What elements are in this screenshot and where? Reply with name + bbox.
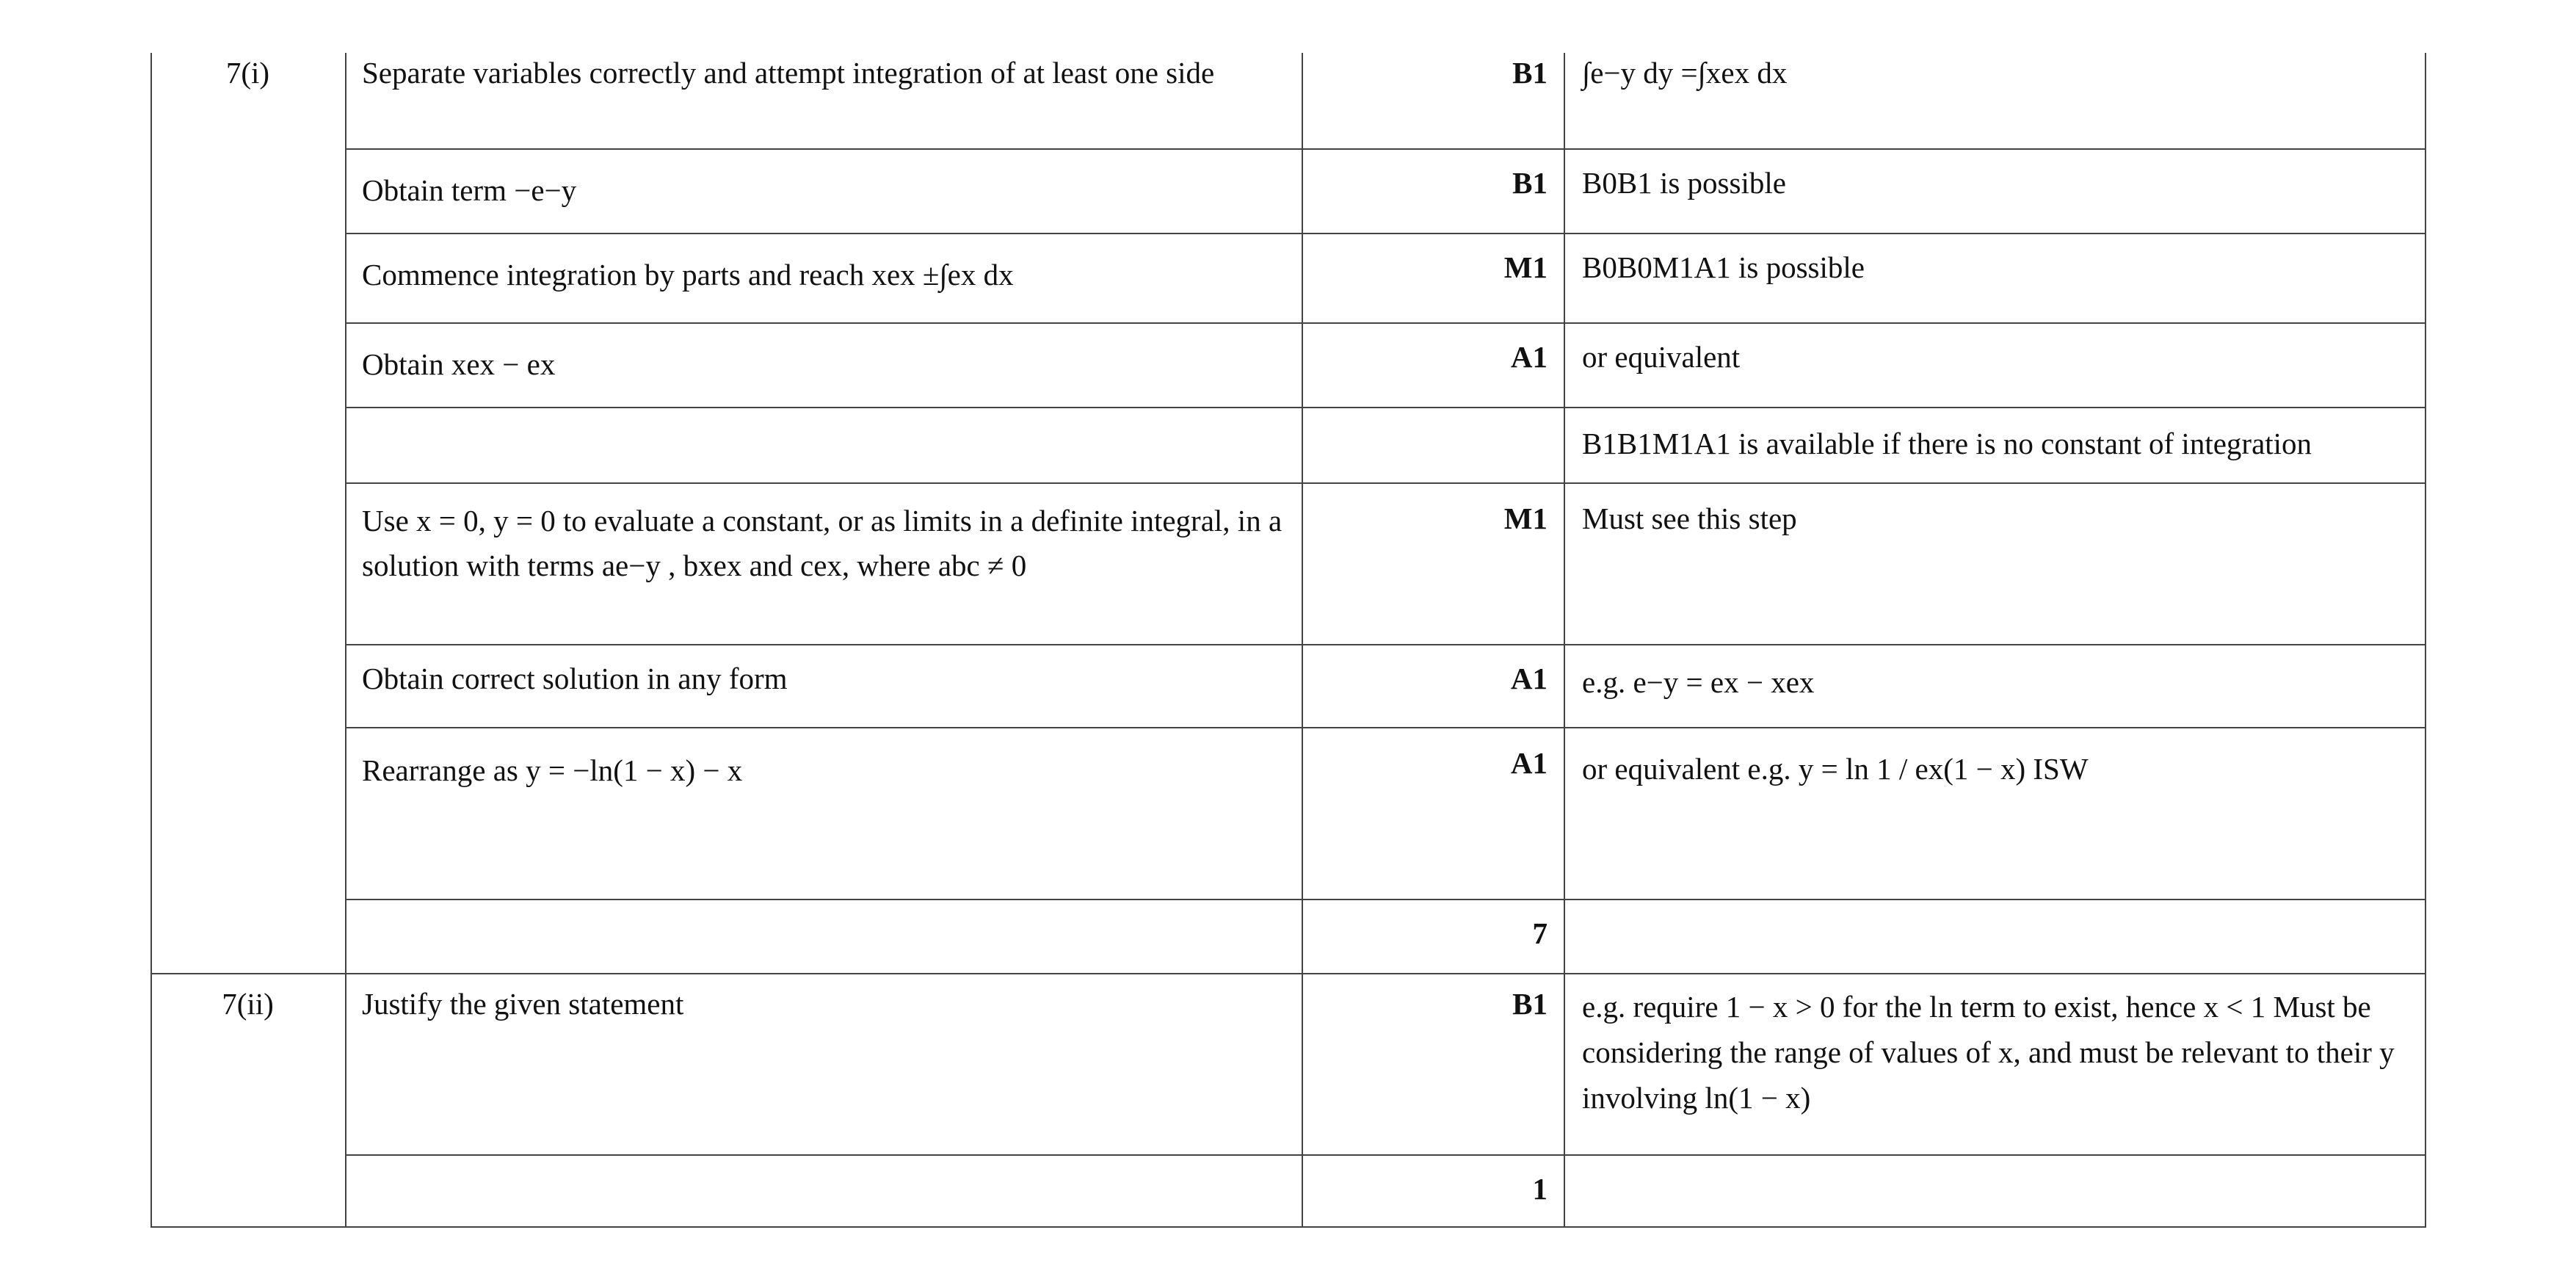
column-divider-guidance [1564, 53, 1565, 1228]
mark-scheme-table [150, 53, 2426, 1228]
row-divider [345, 482, 2426, 484]
row-divider [345, 407, 2426, 408]
table-border-right [2425, 53, 2426, 1228]
guidance-text: Must see this step [1582, 502, 1797, 535]
answer-text: Separate variables correctly and attempt integration of at least one side [362, 56, 1215, 90]
mark-code: B1 [1512, 987, 1548, 1021]
mark-code: A1 [1510, 662, 1548, 695]
row-divider [345, 233, 2426, 234]
guidance-text: B0B0M1A1 is possible [1582, 250, 1865, 284]
table-border-bottom [150, 1226, 2426, 1228]
mark-total: 1 [1532, 1172, 1548, 1206]
answer-text: Rearrange as y = −ln(1 − x) − x [362, 753, 743, 787]
answer-text: Obtain xex − ex [362, 347, 556, 381]
row-divider [345, 899, 2426, 900]
guidance-text: B1B1M1A1 is available if there is no constant of integration [1582, 427, 2312, 460]
mark-code: M1 [1503, 250, 1548, 284]
row-divider [345, 1154, 2426, 1156]
mark-code: A1 [1510, 340, 1548, 374]
question-number: 7(ii) [222, 987, 274, 1021]
answer-text: Justify the given statement [362, 987, 684, 1021]
guidance-text: or equivalent [1582, 340, 1741, 374]
mark-total: 7 [1532, 916, 1548, 950]
mark-code: B1 [1512, 56, 1548, 90]
mark-code: A1 [1510, 746, 1548, 780]
guidance-text: or equivalent e.g. y = ln 1 / ex(1 − x) ISW [1582, 752, 2089, 786]
column-divider-answer [345, 53, 347, 1228]
question-divider [150, 973, 2426, 974]
answer-text: Commence integration by parts and reach xex ±∫ex dx [362, 258, 1014, 292]
row-divider [345, 148, 2426, 150]
answer-text: Use x = 0, y = 0 to evaluate a constant, or as limits in a definite integral, in a solution with terms ae−y , bxex and cex, where abc ≠ 0 [362, 504, 1282, 582]
row-divider [345, 727, 2426, 728]
question-number: 7(i) [225, 56, 270, 90]
guidance-text: B0B1 is possible [1582, 166, 1786, 200]
answer-text: Obtain term −e−y [362, 173, 577, 207]
table-border-left [150, 53, 152, 1228]
mark-code: M1 [1503, 502, 1548, 535]
mark-code: B1 [1512, 166, 1548, 200]
guidance-text: ∫e−y dy =∫xex dx [1582, 56, 1788, 90]
row-divider [345, 644, 2426, 645]
column-divider-marks [1302, 53, 1303, 1228]
answer-text: Obtain correct solution in any form [362, 662, 788, 695]
guidance-text: e.g. e−y = ex − xex [1582, 665, 1815, 699]
row-divider [345, 322, 2426, 324]
guidance-text: e.g. require 1 − x > 0 for the ln term to exist, hence x < 1 Must be considering the range of values of x, and must be relevant to their y involving ln(1 − x) [1582, 990, 2395, 1115]
